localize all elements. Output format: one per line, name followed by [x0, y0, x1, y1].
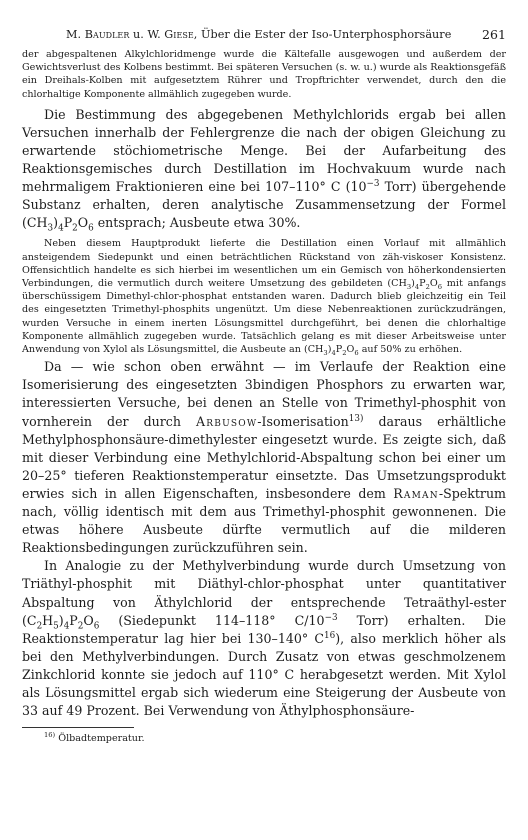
- footnote-mark: 16): [44, 730, 56, 739]
- article-title: Über die Ester der Iso-Unterphosphorsäure: [201, 28, 452, 41]
- ref-16: 16: [324, 630, 336, 641]
- footnote-16: [44, 732, 506, 745]
- page-number: 261: [481, 27, 506, 42]
- author-1: M. Baudler: [66, 28, 130, 41]
- document-page: [22, 28, 506, 745]
- author-conjunction: u.: [133, 28, 144, 41]
- paragraph-small-1: der abgespaltenen Alkylchloridmenge wurde die Kältefalle ausgewogen und außerdem der Gewichtsverlust des Kolbens bestimmt. Bei späteren Versuchen (s. w. u.) wurde als Reaktionsgefäß ein Dreihals-Kolben mit aufgesetztem Rührer und Tropftrichter verwendet, durch den die chlorhaltige Komponente allmählich zugegeben wurde.: [22, 49, 506, 100]
- paragraph-body-5: In Analogie zu der Methylverbindung wurde durch Umsetzung von Triäthyl-phosphit mit Diäthyl-chlor-phosphat unter quantitativer Abspaltung von Äthylchlorid der entsprechende Tetraäthyl-ester $(C_2H_5)_4P_2O_6$ (Siedepunkt 114–118° $C/10^{-3}$ Torr) erhalten. Die Reaktionstemperatur lag hier bei 130–140° $C^{16}$), also merklich höher als bei den Methylverbindungen. Durch Zusatz von etwas geschmolzenem Zinkchlorid konnte sie jedoch auf 110° C herabgesetzt werden. Mit Xylol als Lösungsmittel ergab sich wiederum eine Steigerung der Ausbeute von 33 auf 49 Prozent. Bei Verwendung von Äthylphosphonsäure-: [22, 558, 506, 719]
- running-title: [66, 28, 451, 41]
- footnote-text: Ölbadtemperatur.: [58, 733, 145, 745]
- paragraph-small-3: Neben diesem Hauptprodukt lieferte die Destillation einen Vorlauf mit allmählich ansteigendem Siedepunkt und einen beträchtlichen Rückstand von zäh-viskoser Konsistenz. Offensichtlich handelte es sich hierbei im wesentlichen um ein Gemisch von höherkondensierten Verbindungen, die vermutlich durch weitere Umsetzung des gebildeten $(CH_3)_4P_2O_6$ mit anfangs überschüssigem Dimethyl-chlor-phosphat entstanden waren. Dadurch blieb gleichzeitig ein Teil des eingesetzten Trimethyl-phosphits ungenützt. Um diese Nebenreaktionen zurückzudrängen, wurden Versuche in einem inerten Lösungsmittel durchgeführt, bei denen die chlorhaltige Komponente allmählich zugegeben wurde. Tatsächlich gelang es mit dieser Arbeitsweise unter Anwendung von Xylol als Lösungsmittel, die Ausbeute an $(CH_3)_4P_2O_6$ auf 50% zu erhöhen.: [22, 238, 506, 357]
- author-2: W. Giese,: [147, 28, 198, 41]
- paragraph-body-4: Da — wie schon oben erwähnt — im Verlaufe der Reaktion eine Isomerisierung des eingesetzten 3bindigen Phosphors zu erwarten war, interessierten Versuche, bei denen an Stelle von Trimethyl-phosphit von vornherein der durch Arbusow-Isomerisation$^{13)}$ daraus erhältliche Methylphosphonsäure-dimethylester eingesetzt wurde. Es zeigte sich, daß mit dieser Verbindung eine Methylchlorid-Abspaltung schon bei einer um 20–25° tieferen Reaktionstemperatur einsetzte. Das Umsetzungsprodukt erwies sich in allen Eigenschaften, insbesondere dem Raman-Spektrum nach, völlig identisch mit dem aus Trimethyl-phosphit gewonnenen. Die etwas höhere Ausbeute dürfte vermutlich auf die milderen Reaktionsbedingungen zurückzuführen sein.: [22, 359, 506, 556]
- name-arbusow: Arbusow: [196, 413, 258, 429]
- running-header: [22, 28, 506, 48]
- name-raman: Raman: [393, 485, 439, 501]
- footnote-rule: [22, 727, 134, 728]
- ref-13: 13): [348, 413, 364, 424]
- paragraph-body-2: Die Bestimmung des abgegebenen Methylchlorids ergab bei allen Versuchen innerhalb der Fehlergrenze die nach der obigen Gleichung zu erwartende stöchiometrische Menge. Bei der Aufarbeitung des Reaktionsgemisches durch Destillation im Hochvakuum wurde nach mehrmaligem Fraktionieren eine bei 107–110° C ($10^{-3}$ Torr) übergehende Substanz erhalten, deren analytische Zusammensetzung der Formel $(CH_3)_4P_2O_6$ entsprach; Ausbeute etwa 30%.: [22, 106, 506, 234]
